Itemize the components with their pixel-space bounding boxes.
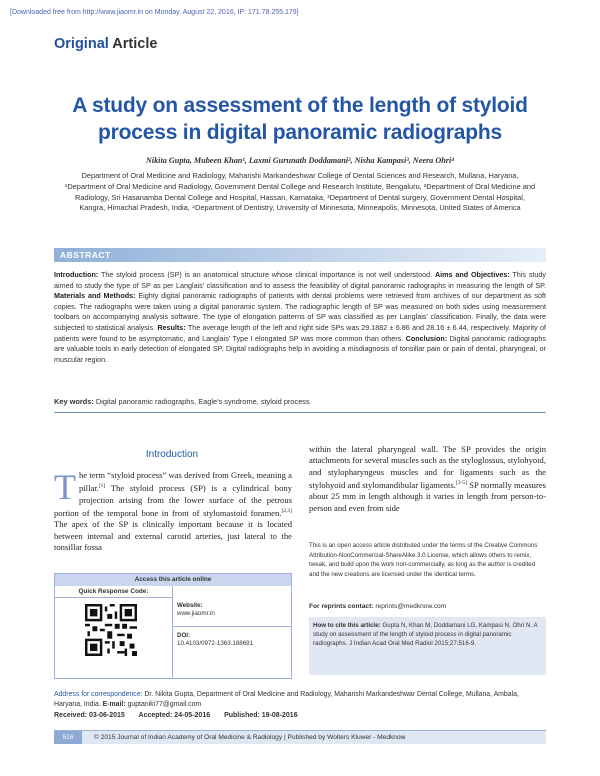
- abstract-results-label: Results:: [157, 322, 186, 332]
- author-list: Nikita Gupta, Mubeen Khan¹, Laxmi Gurunath Doddamani², Nisha Kampasi³, Neera Ohri⁴: [145, 156, 455, 165]
- correspondence-label: Address for correspondence:: [54, 691, 143, 698]
- intro-left-p3: The apex of the SP is clinically important because it is located between internal and external carotid arteries, just lateral to the tonsillar fossa: [54, 519, 292, 553]
- abstract-label: ABSTRACT: [60, 250, 111, 260]
- qr-cell: [55, 598, 173, 679]
- citation-ref[interactable]: [3-5]: [455, 480, 467, 487]
- abstract-results: The average length of the left and right side SPs was 29.1882 ± 6.86 and 28.16 ± 6.44, respectively. Majority of patients were found to be asymptomatic, and Langlais' Type I elongated SP was more common than others.: [54, 322, 547, 343]
- intro-right-p1: within the lateral pharyngeal wall. The SP provides the origin attachments for several muscles such as the styloglossus, stylohyoid, and stylopharyngeus muscles and for ligaments such as the stylohyoid and stylomandibular ligaments.: [309, 444, 546, 491]
- keywords-label: Key words:: [54, 397, 94, 406]
- received-date: Received: 03-06-2015: [54, 712, 125, 719]
- dates-row: [54, 712, 310, 719]
- website-link[interactable]: www.jiaomr.in: [177, 610, 215, 617]
- keywords-text: Digital panoramic radiographs, Eagle's syndrome, styloid process: [95, 397, 310, 406]
- intro-heading: Introduction: [145, 449, 199, 460]
- affiliations: Department of Oral Medicine and Radiology, Maharishi Markandeshwar College of Dental Sciences and Research, Mullana, Haryana, ¹Department of Oral Medicine and Radiology, Government Dental College and Research Institute, Bengaluru, ²Department of Oral Medicine and Radiology, Sri Hasanamba Dental College and Hospital, Hassan, Karnataka, ³Department of Dental surgery, Government Dental Hospital, Kangra, Himachal Pradesh, India, ⁴Department of Dentistry, University of Minnesota, Minneapolis, Minnesota, United States of America: [64, 171, 536, 213]
- access-heading: Access this article online: [55, 574, 291, 586]
- section-divider: [54, 412, 546, 413]
- correspondence-text: Dr. Nikita Gupta, Department of Oral Medicine and Radiology, Maharishi Markandeshwar Dental College, Mullana, Ambala, Haryana, India.: [54, 691, 519, 709]
- intro-left-column: [54, 467, 292, 554]
- download-banner: [Downloaded free from http://www.jiaomr.in on Monday, August 22, 2016, IP: 171.78.255.179]: [10, 9, 299, 16]
- reprints-label: For reprints contact:: [309, 603, 374, 610]
- footer-text: © 2015 Journal of Indian Academy of Oral Medicine & Radiology | Published by Wolters Kluwer - Medknow: [94, 734, 406, 741]
- email-label: E-mail:: [102, 701, 126, 709]
- citation-ref[interactable]: [2,3]: [281, 508, 292, 515]
- abstract-intro-label: Introduction:: [54, 270, 99, 279]
- abstract-aims: This study aimed to study the type of SP as per Langlais' classification and to assess the feasibility of digital panoramic radiographs in measuring the length of SP.: [54, 270, 546, 290]
- abstract-conclusion-label: Conclusion:: [405, 333, 448, 343]
- published-date: Published: 19-08-2016: [224, 712, 298, 719]
- open-access-notice: This is an open access article distributed under the terms of the Creative Commons Attribution-NonCommercial-ShareAlike 3.0 License, which allows others to remix, tweak, and build upon the work non-commercially, as long as the author is credited and the new creations are licensed under the identical terms.: [309, 542, 538, 578]
- intro-right-p2: SP normally measures about 25 mm in length although it varies in length from person-to-person and even from side: [309, 480, 546, 513]
- article-type-part2: Article: [112, 36, 158, 52]
- abstract-body: [54, 270, 546, 365]
- howto-text: Gupta N, Khan M, Doddamani LG, Kampasi N, Ohri N. A study on assessment of the length of styloid process in digital panoramic radiographs. J Indian Acad Oral Med Radiol 2015;27:516-9.: [313, 622, 538, 648]
- correspondence-email[interactable]: guptaniki77@gmail.com: [127, 701, 202, 709]
- qr-code-icon[interactable]: [85, 604, 137, 656]
- abstract-conclusion: Digital panoramic radiographs are valuable tools in early detection of elongated SP. Digital radiographs help in avoiding a misdiagnosis of tonsillar pain or pain of dental, pharyngeal, or muscular region.: [54, 333, 547, 364]
- article-type-label: [54, 36, 157, 52]
- citation-ref[interactable]: [1]: [98, 483, 106, 490]
- page-footer: [54, 730, 546, 744]
- abstract-intro: The styloid process (SP) is an anatomical structure whose clinical importance is not well understood.: [101, 270, 433, 279]
- intro-left-p2: The styloid process (SP) is a cylindrical bony projection arising from the lower surface of the petrous portion of the temporal bone in front of stylomastoid foramen.: [54, 483, 292, 518]
- abstract-methods-label: Materials and Methods:: [54, 291, 136, 301]
- abstract-aims-label: Aims and Objectives:: [434, 270, 510, 279]
- howto-label: How to cite this article:: [313, 622, 381, 629]
- reprints-contact: [309, 603, 446, 610]
- reprints-email[interactable]: reprints@medknow.com: [375, 603, 447, 610]
- drop-cap: T: [54, 467, 76, 507]
- accepted-date: Accepted: 24-05-2016: [138, 712, 211, 719]
- access-online-box: [54, 573, 292, 679]
- how-to-cite-box: [309, 617, 546, 675]
- intro-right-column: [309, 444, 546, 514]
- correspondence: [54, 690, 546, 710]
- abstract-methods: Eighty digital panoramic radiographs of patients with dental problems were retrieved from archives of our department as soft copies. The radiographs were taken using a digital panoramic system. The radiographic length of SP was measured on both sides using measurement toolbars on accompanying analysis software. The type of elongation patterns of SP was classified as per Langlais' classification. Finally, the data were subjected to statistical analysis.: [54, 291, 546, 332]
- keywords: [54, 397, 310, 406]
- doi-label: DOI:: [177, 632, 191, 639]
- doi-divider: [173, 626, 291, 627]
- doi-value[interactable]: 10.4103/0972-1363.188691: [177, 640, 254, 647]
- article-type-part1: Original: [54, 36, 109, 52]
- intro-left-p1: he term “styloid process” was derived from Greek, meaning a pillar.: [79, 470, 292, 494]
- article-title: A study on assessment of the length of styloid process in digital panoramic radiographs: [72, 94, 528, 144]
- page-number: 516: [54, 731, 82, 744]
- abstract-header-bar: [54, 248, 546, 262]
- website-label: Website:: [177, 602, 203, 609]
- qr-label: Quick Response Code:: [55, 586, 173, 598]
